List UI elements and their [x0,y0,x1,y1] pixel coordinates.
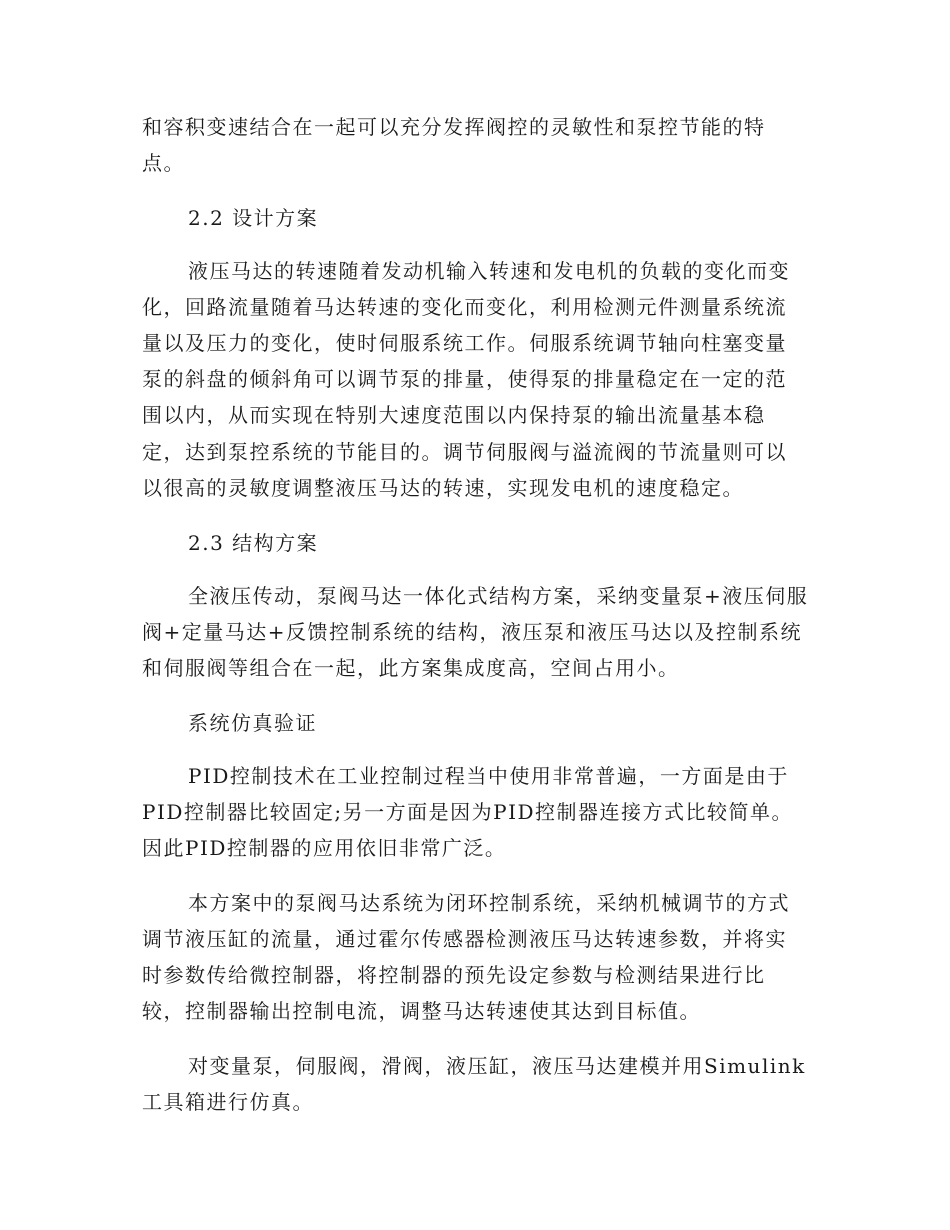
section-heading-simulation: 系统仿真验证 [188,711,317,735]
text-line: 以很高的灵敏度调整液压马达的转速，实现发电机的速度稳定。 [142,476,744,500]
text-line: 化，回路流量随着马达转速的变化而变化，利用检测元件测量系统流 [142,295,787,319]
text-line: 全液压传动，泵阀马达一体化式结构方案，采纳变量泵+液压伺服 [188,584,809,608]
text-line: 围以内，从而实现在特别大速度范围以内保持泵的输出流量基本稳 [142,403,766,427]
text-line: 和伺服阀等组合在一起，此方案集成度高，空间占用小。 [142,656,680,680]
text-line: 调节液压缸的流量，通过霍尔传感器检测液压马达转速参数，并将实 [142,927,787,951]
text-line: 阀+定量马达+反馈控制系统的结构，液压泵和液压马达以及控制系统 [142,620,803,644]
section-heading-2-3: 2.3 结构方案 [188,531,319,555]
text-line: 工具箱进行仿真。 [142,1090,314,1114]
text-line: 液压马达的转速随着发动机输入转速和发电机的负载的变化而变 [188,259,790,283]
text-line: 因此PID控制器的应用依旧非常广泛。 [142,836,507,860]
text-line: 本方案中的泵阀马达系统为闭环控制系统，采纳机械调节的方式 [188,891,790,915]
text-line: 和容积变速结合在一起可以充分发挥阀控的灵敏性和泵控节能的特 [142,115,766,139]
text-line: PID控制器比较固定;另一方面是因为PID控制器连接方式比较简单。 [142,800,794,824]
text-line: 较，控制器输出控制电流，调整马达转速使其达到目标值。 [142,999,701,1023]
text-line: 对变量泵，伺服阀，滑阀，液压缸，液压马达建模并用Simulink [188,1054,806,1078]
text-line: 泵的斜盘的倾斜角可以调节泵的排量，使得泵的排量稳定在一定的范 [142,367,787,391]
text-line: 时参数传给微控制器，将控制器的预先设定参数与检测结果进行比 [142,963,766,987]
text-line: PID控制技术在工业控制过程当中使用非常普遍，一方面是由于 [188,764,789,788]
text-line: 点。 [142,151,185,175]
text-line: 量以及压力的变化，使时伺服系统工作。伺服系统调节轴向柱塞变量 [142,331,787,355]
section-heading-2-2: 2.2 设计方案 [188,206,319,230]
text-line: 定，达到泵控系统的节能目的。调节伺服阀与溢流阀的节流量则可以 [142,440,787,464]
